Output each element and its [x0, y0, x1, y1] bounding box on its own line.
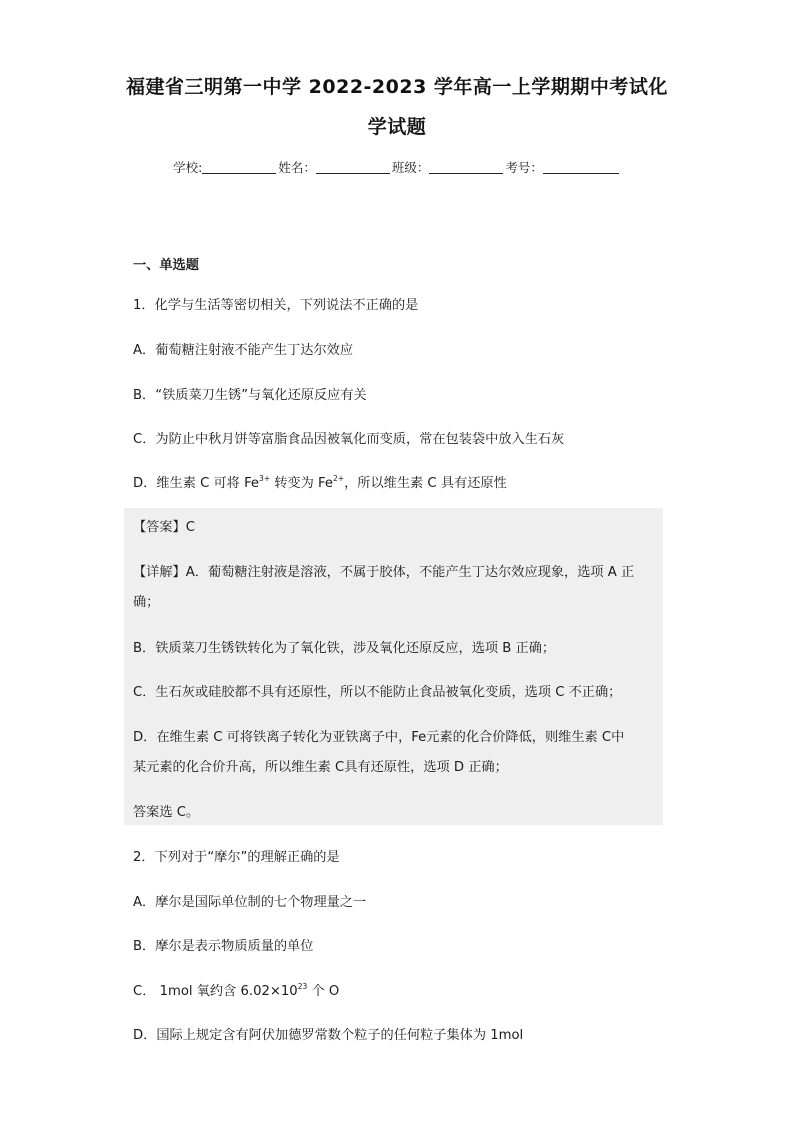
exam-title-line2: 学试题 — [367, 116, 427, 138]
q2-option-c-text-pre: C． 1mol 氧约含 6.02×10 — [133, 984, 298, 999]
q2-option-b: B．摩尔是表示物质质量的单位 — [133, 939, 314, 954]
exponent: 23 — [297, 982, 308, 991]
q2-option-c-text-post: 个 O — [307, 984, 340, 999]
q1-option-d-text-mid: 转变为 Fe — [270, 476, 334, 491]
school-label: 学校: — [173, 160, 203, 175]
exam-number-label: 考号： — [505, 160, 543, 175]
fe2-charge: 2+ — [333, 474, 345, 483]
q1-option-a: A．葡萄糖注射液不能产生丁达尔效应 — [133, 343, 354, 358]
q1-stem: 1．化学与生活等密切相关，下列说法不正确的是 — [133, 298, 419, 313]
student-info-row — [0, 158, 794, 176]
q1-option-d — [133, 472, 507, 491]
q1-option-d-text-post: ，所以维生素 C 具有还原性 — [344, 476, 507, 491]
q1-explanation-line3: B．铁质菜刀生锈铁转化为了氧化铁，涉及氧化还原反应，选项 B 正确； — [133, 641, 556, 656]
q2-option-c — [133, 980, 339, 999]
q1-answer-box — [124, 508, 663, 825]
q2-stem: 2．下列对于“摩尔”的理解正确的是 — [133, 850, 340, 865]
section-heading: 一、单选题 — [133, 258, 199, 273]
exam-number-blank[interactable] — [543, 161, 619, 174]
q1-answer: 【答案】C — [133, 520, 195, 535]
name-blank[interactable] — [316, 161, 390, 174]
q1-explanation-line1: 【详解】A．葡萄糖注射液是溶液，不属于胶体，不能产生丁达尔效应现象，选项 A 正 — [133, 565, 635, 580]
school-blank[interactable] — [202, 161, 276, 174]
exam-title-line1: 福建省三明第一中学 2022-2023 学年高一上学期期中考试化 — [126, 76, 668, 98]
q1-explanation-line7: 答案选 C。 — [133, 805, 200, 820]
fe3-charge: 3+ — [259, 474, 271, 483]
q1-explanation-line4: C．生石灰或硅胶都不具有还原性，所以不能防止食品被氧化变质，选项 C 不正确； — [133, 685, 622, 700]
q1-option-c: C．为防止中秋月饼等富脂食品因被氧化而变质，常在包装袋中放入生石灰 — [133, 432, 565, 447]
class-blank[interactable] — [429, 161, 503, 174]
q1-explanation-line2: 确； — [133, 595, 160, 610]
q2-option-d: D．国际上规定含有阿伏加德罗常数个粒子的任何粒子集体为 1mol — [133, 1028, 524, 1043]
q2-option-a: A．摩尔是国际单位制的七个物理量之一 — [133, 895, 367, 910]
q1-explanation-line5: D．在维生素 C 可将铁离子转化为亚铁离子中，Fe元素的化合价降低，则维生素 C中 — [133, 730, 625, 745]
q1-option-b: B．“铁质菜刀生锈”与氧化还原反应有关 — [133, 388, 367, 403]
class-label: 班级： — [391, 160, 430, 175]
name-label: 姓名： — [278, 160, 316, 175]
q1-option-d-text-pre: D．维生素 C 可将 Fe — [133, 476, 260, 491]
q1-explanation-line6: 某元素的化合价升高，所以维生素 C具有还原性，选项 D 正确； — [133, 760, 508, 775]
